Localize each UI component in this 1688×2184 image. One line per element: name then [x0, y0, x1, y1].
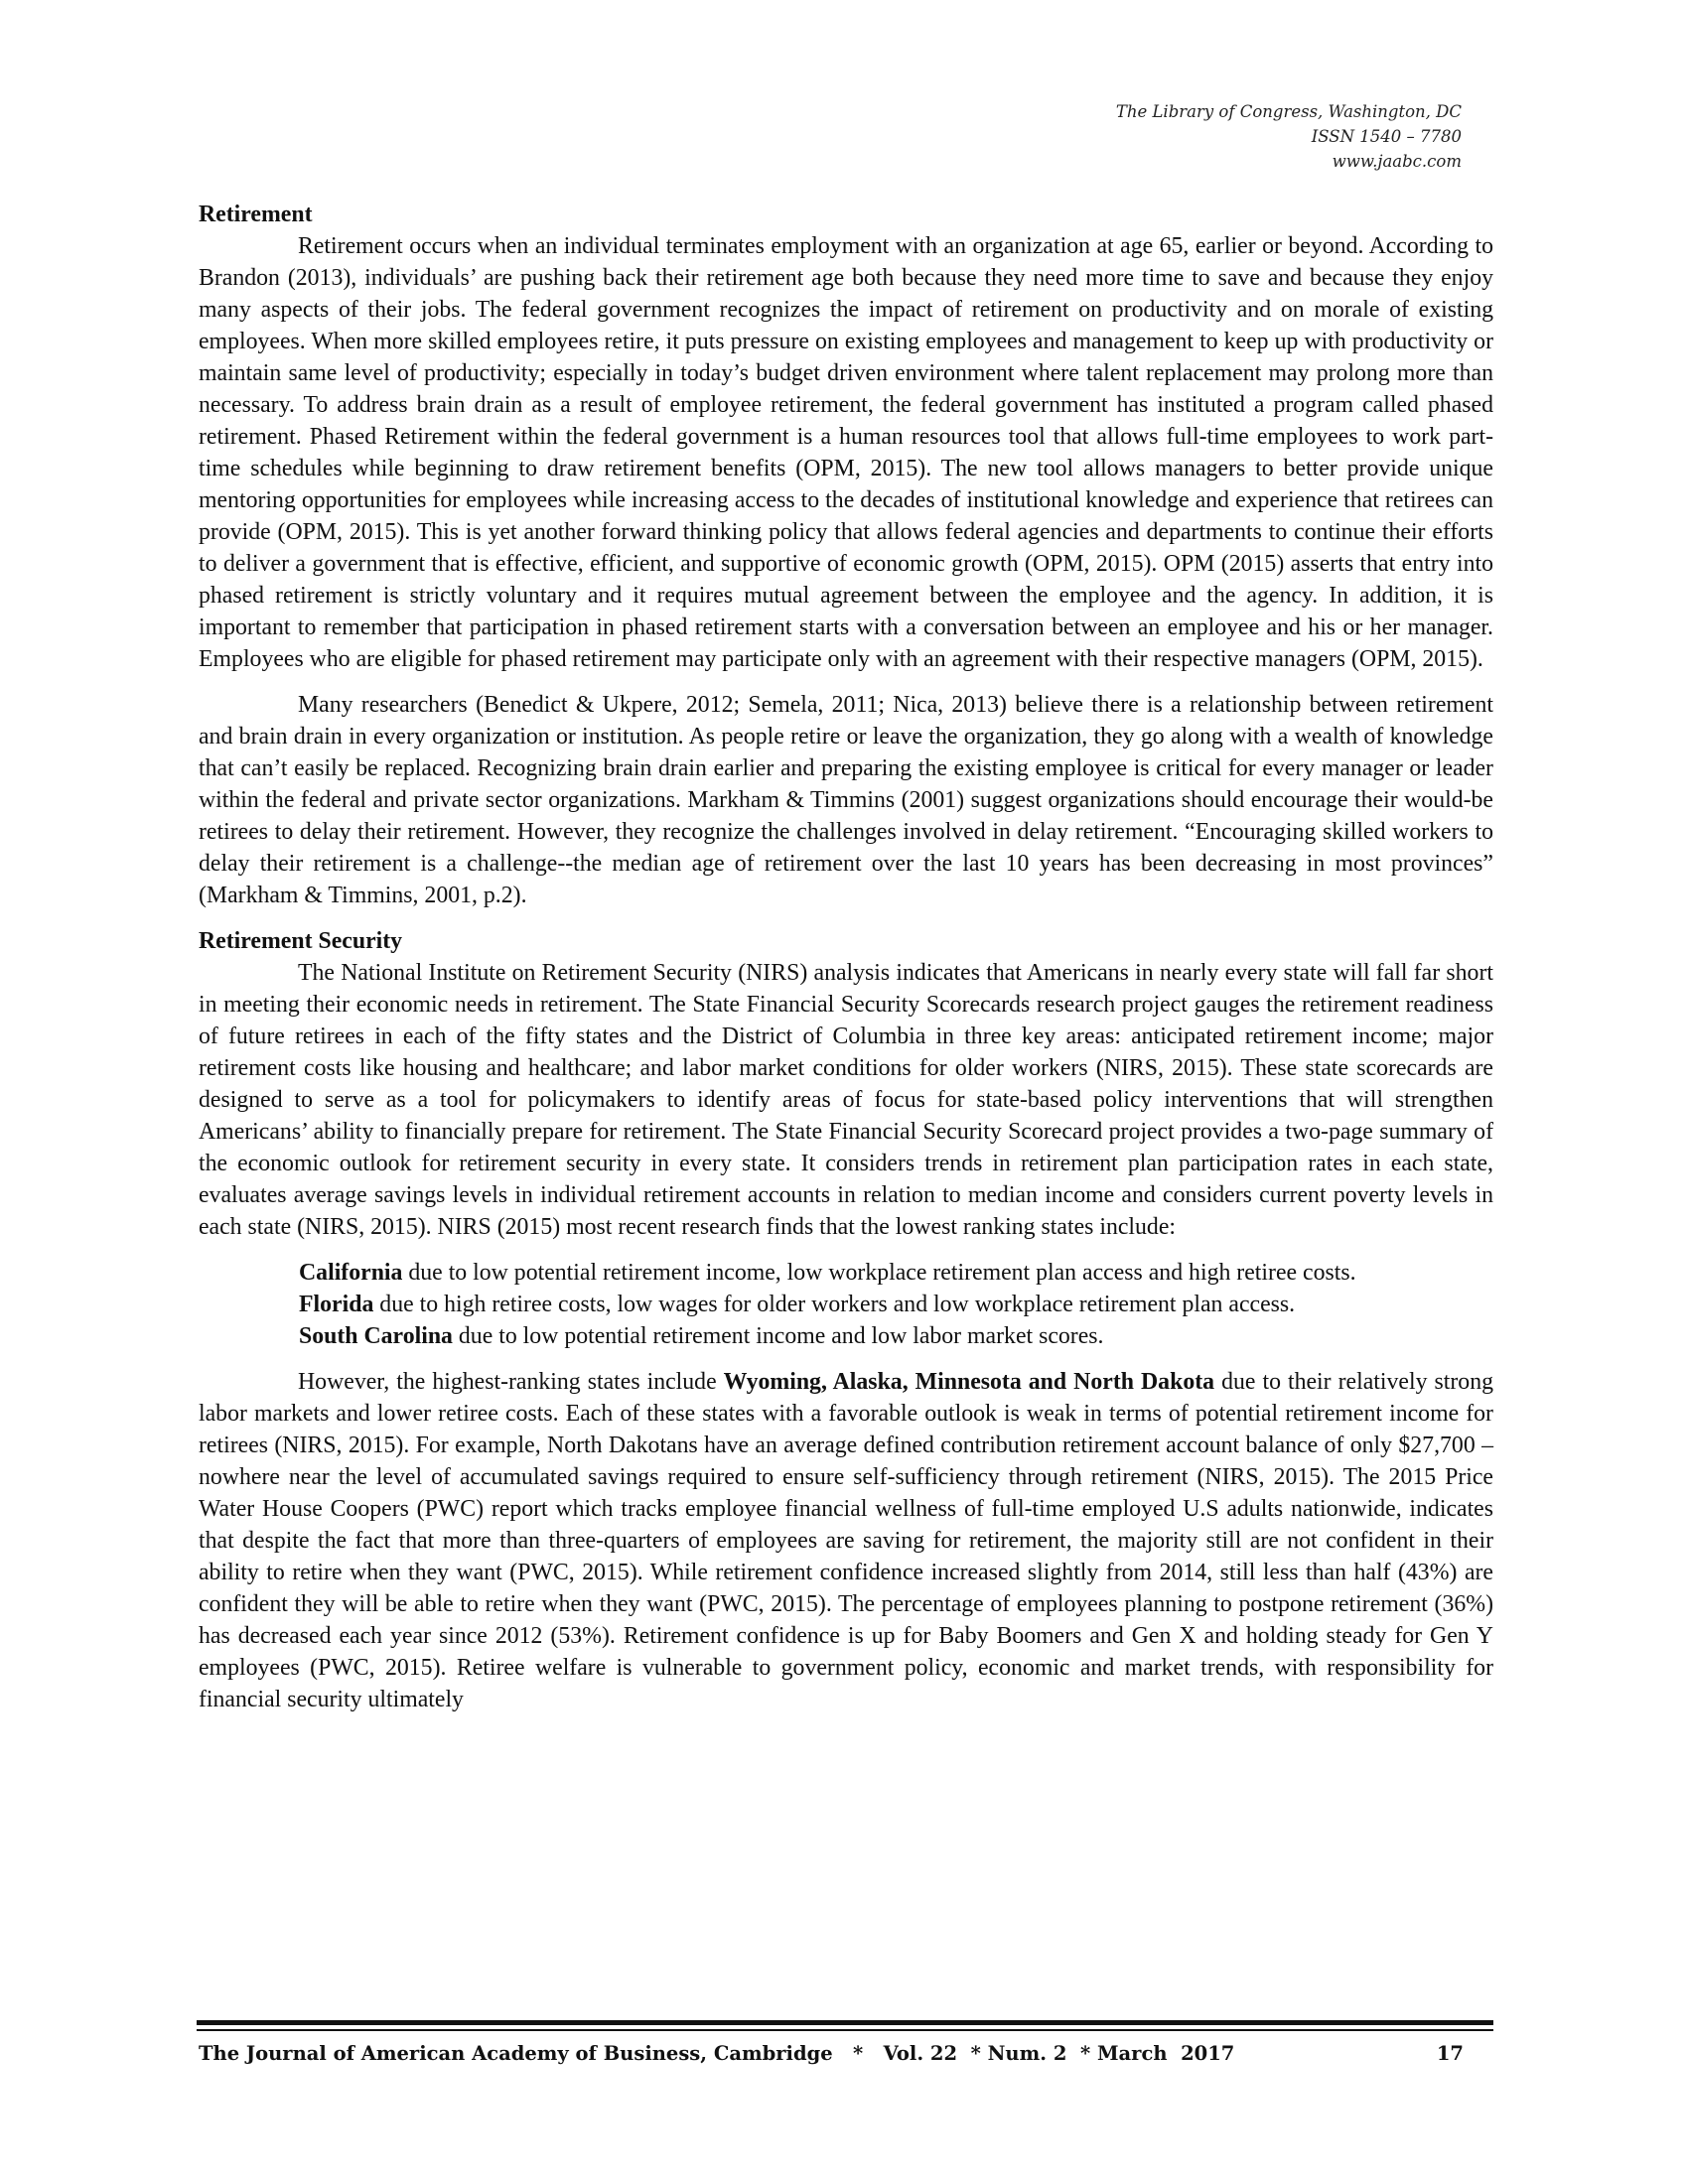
highest-ranking-states: Wyoming, Alaska, Minnesota and North Dakota	[723, 1369, 1215, 1395]
paragraph-security-2	[199, 1366, 1493, 1715]
paragraph-retirement-1: Retirement occurs when an individual terminates employment with an organization at age 65, earlier or beyond. According to Brandon (2013), individuals’ are pushing back their retirement age both because they need more time to save and because they enjoy many aspects of their jobs. The federal government recognizes the impact of retirement on productivity and on morale of existing employees. When more skilled employees retire, it puts pressure on existing employees and management to keep up with productivity or maintain same level of productivity; especially in today’s budget driven environment where talent replacement may prolong more than necessary. To address brain drain as a result of employee retirement, the federal government has instituted a program called phased retirement. Phased Retirement within the federal government is a human resources tool that allows full-time employees to work part-time schedules while beginning to draw retirement benefits (OPM, 2015). The new tool allows managers to better provide unique mentoring opportunities for employees while increasing access to the decades of institutional knowledge and experience that retirees can provide (OPM, 2015). This is yet another forward thinking policy that allows federal agencies and departments to continue their efforts to deliver a government that is effective, efficient, and supportive of economic growth (OPM, 2015). OPM (2015) asserts that entry into phased retirement is strictly voluntary and it requires mutual agreement between the employee and the agency. In addition, it is important to remember that participation in phased retirement starts with a conversation between an employee and his or her manager. Employees who are eligible for phased retirement may participate only with an agreement with their respective managers (OPM, 2015).	[199, 233, 1493, 672]
paragraph-security-1: The National Institute on Retirement Security (NIRS) analysis indicates that Americans in nearly every state will fall far short in meeting their economic needs in retirement. The State Financial Security Scorecards research project gauges the retirement readiness of future retirees in each of the fifty states and the District of Columbia in three key areas: anticipated retirement income; major retirement costs like housing and healthcare; and labor market conditions for older workers (NIRS, 2015). These state scorecards are designed to serve as a tool for policymakers to identify areas of focus for state-based policy interventions that will strengthen Americans’ ability to financially prepare for retirement. The State Financial Security Scorecard project provides a two-page summary of the economic outlook for retirement security in every state. It considers trends in retirement plan participation rates in each state, evaluates average savings levels in individual retirement accounts in relation to median income and considers current poverty levels in each state (NIRS, 2015). NIRS (2015) most recent research finds that the lowest ranking states include:	[199, 960, 1493, 1240]
header-website-link[interactable]: www.jaabc.com	[1332, 152, 1462, 171]
paragraph-text: due to their relatively strong labor markets and lower retiree costs. Each of these states with a favorable outlook is weak in terms of potential retirement income for retirees (NIRS, 2015). For example, North Dakotans have an average defined contribution retirement account balance of only $27,700 – nowhere near the level of accumulated savings required to ensure self-sufficiency through retirement (NIRS, 2015). The 2015 Price Water House Coopers (PWC) report which tracks employee financial wellness of full-time employed U.S adults nationwide, indicates that despite the fact that more than three-quarters of employees are saving for retirement, the majority still are not confident in their ability to retire when they want (PWC, 2015). While retirement confidence increased slightly from 2014, still less than half (43%) are confident they will be able to retire when they want (PWC, 2015). The percentage of employees planning to postpone retirement (36%) has decreased each year since 2012 (53%). Retirement confidence is up for Baby Boomers and Gen X and holding steady for Gen Y employees (PWC, 2015). Retiree welfare is vulnerable to government policy, economic and market trends, with responsibility for financial security ultimately	[199, 1369, 1493, 1712]
footer-divider-thick	[197, 2020, 1493, 2025]
article-body	[199, 199, 1493, 1715]
page-number: 17	[1436, 2042, 1464, 2065]
lowest-ranking-states-list	[299, 1257, 1493, 1352]
paragraph-text: However, the highest-ranking states include	[298, 1369, 724, 1395]
state-name: California	[299, 1260, 403, 1286]
state-name: South Carolina	[299, 1323, 453, 1349]
header-library-line: The Library of Congress, Washington, DC	[1115, 102, 1462, 121]
paragraph-retirement-2: Many researchers (Benedict & Ukpere, 2012; Semela, 2011; Nica, 2013) believe there is a relationship between retirement and brain drain in every organization or institution. As people retire or leave the organization, they go along with a wealth of knowledge that can’t easily be replaced. Recognizing brain drain earlier and preparing the existing employee is critical for every manager or leader within the federal and private sector organizations. Markham & Timmins (2001) suggest organizations should encourage their would-be retirees to delay their retirement. However, they recognize the challenges involved in delay retirement. “Encouraging skilled workers to delay their retirement is a challenge--the median age of retirement over the last 10 years has been decreasing in most provinces” (Markham & Timmins, 2001, p.2).	[199, 692, 1493, 908]
list-item	[299, 1257, 1493, 1289]
header-issn-line: ISSN 1540 – 7780	[1311, 127, 1462, 146]
running-header	[866, 99, 1462, 174]
section-heading-retirement: Retirement	[199, 202, 313, 227]
footer-journal-citation: The Journal of American Academy of Business, Cambridge * Vol. 22 * Num. 2 * March 2017	[199, 2042, 1235, 2065]
footer-divider-thin	[197, 2029, 1493, 2031]
state-name: Florida	[299, 1292, 374, 1317]
state-reason: due to low potential retirement income and low labor market scores.	[452, 1323, 1104, 1349]
list-item	[299, 1289, 1493, 1320]
state-reason: due to high retiree costs, low wages for older workers and low workplace retirement plan access.	[373, 1292, 1296, 1317]
section-heading-retirement-security: Retirement Security	[199, 928, 403, 954]
state-reason: due to low potential retirement income, low workplace retirement plan access and high retiree costs.	[402, 1260, 1356, 1286]
list-item	[299, 1320, 1493, 1352]
